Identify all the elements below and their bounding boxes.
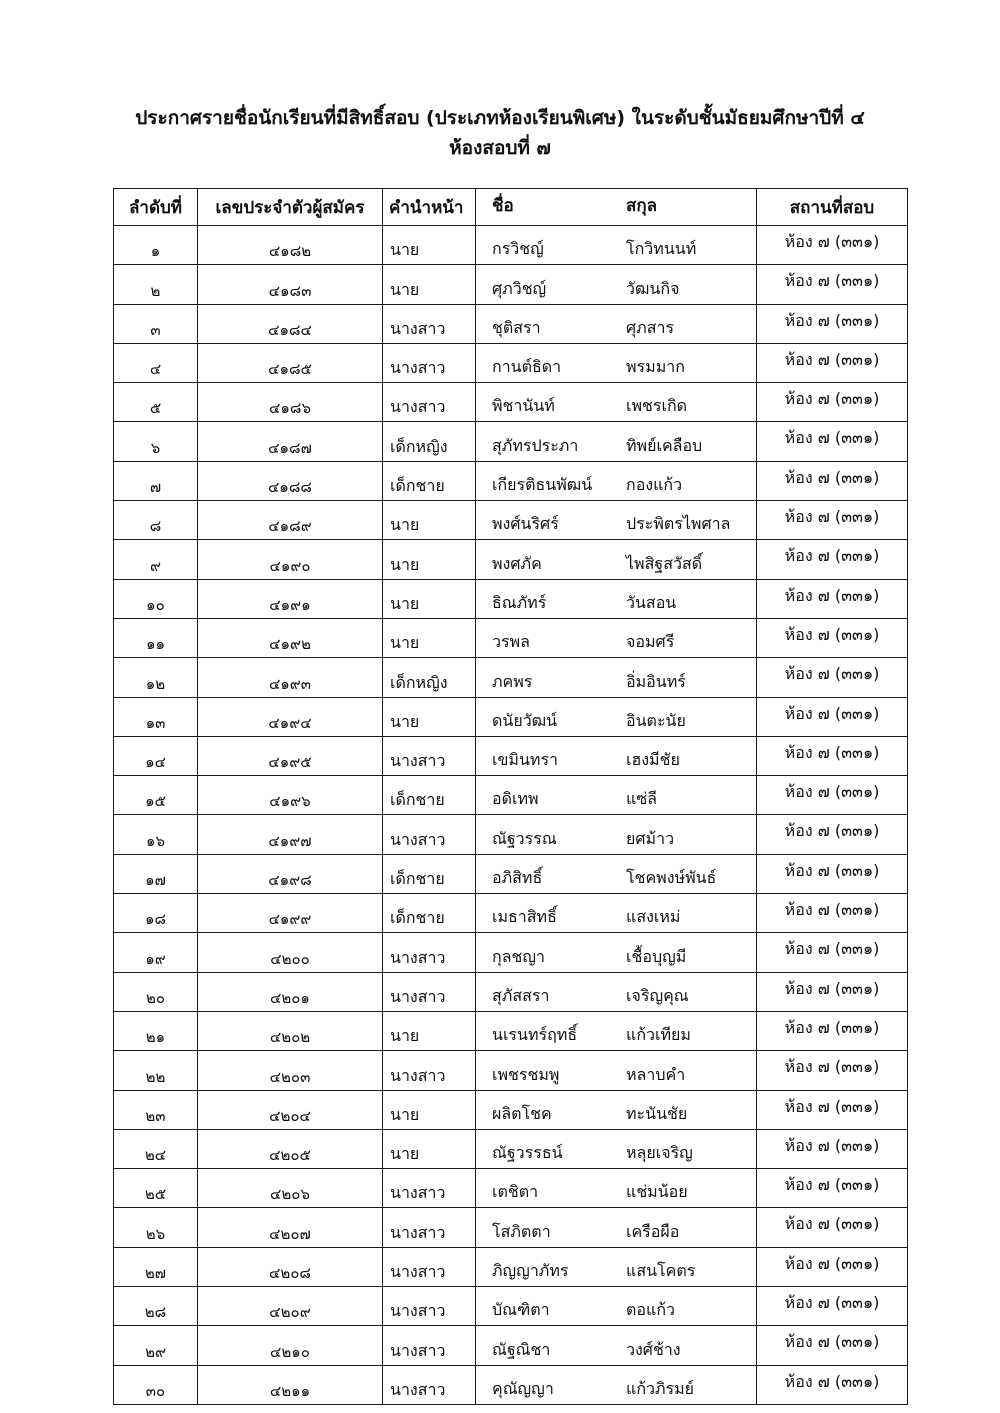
row-exam-location: ห้อง ๗ (๓๓๑) xyxy=(757,1208,908,1247)
row-no: ๓๐ xyxy=(114,1365,198,1404)
row-exam-location: ห้อง ๗ (๓๓๑) xyxy=(757,618,908,657)
row-exam-location: ห้อง ๗ (๓๓๑) xyxy=(757,815,908,854)
row-name-cell xyxy=(476,736,757,775)
row-exam-location: ห้อง ๗ (๓๓๑) xyxy=(757,343,908,382)
row-first-name: เตชิตา xyxy=(492,1182,539,1202)
row-name-cell xyxy=(476,540,757,579)
row-applicant-id: ๔๑๙๒ xyxy=(198,618,383,657)
table-row xyxy=(114,1247,908,1286)
row-applicant-id: ๔๑๙๓ xyxy=(198,658,383,697)
row-applicant-id: ๔๒๐๑ xyxy=(198,972,383,1011)
row-prefix: นางสาว xyxy=(383,972,476,1011)
table-row xyxy=(114,383,908,422)
header-exam-location: สถานที่สอบ xyxy=(757,189,908,226)
row-name-cell xyxy=(476,1051,757,1090)
row-applicant-id: ๔๑๘๘ xyxy=(198,461,383,500)
row-last-name: แช่มน้อย xyxy=(626,1182,688,1202)
row-prefix: นาย xyxy=(383,1090,476,1129)
row-first-name: กานต์ธิดา xyxy=(492,357,562,377)
row-last-name: วันสอน xyxy=(626,592,677,612)
row-no: ๑๑ xyxy=(114,618,198,657)
table-header-row xyxy=(114,189,908,226)
row-prefix: นาย xyxy=(383,579,476,618)
row-prefix: เด็กหญิง xyxy=(383,422,476,461)
row-no: ๑๙ xyxy=(114,933,198,972)
row-last-name: เพชรเกิด xyxy=(626,396,688,416)
header-name-cell xyxy=(476,189,757,226)
row-prefix: นาย xyxy=(383,265,476,304)
row-first-name: ธิณภัทร์ xyxy=(492,592,547,612)
row-prefix: นางสาว xyxy=(383,1208,476,1247)
row-no: ๓ xyxy=(114,304,198,343)
row-no: ๑๗ xyxy=(114,854,198,893)
row-exam-location: ห้อง ๗ (๓๓๑) xyxy=(757,894,908,933)
table-row xyxy=(114,579,908,618)
row-first-name: ภิญญาภัทร xyxy=(492,1261,569,1281)
row-first-name: โสภิตตา xyxy=(492,1221,551,1241)
row-no: ๒ xyxy=(114,265,198,304)
table-row xyxy=(114,736,908,775)
row-prefix: นางสาว xyxy=(383,1247,476,1286)
row-exam-location: ห้อง ๗ (๓๓๑) xyxy=(757,304,908,343)
row-applicant-id: ๔๑๘๔ xyxy=(198,304,383,343)
document-subtitle: ห้องสอบที่ ๗ xyxy=(449,137,551,159)
row-no: ๒๔ xyxy=(114,1129,198,1168)
row-name-cell xyxy=(476,579,757,618)
row-applicant-id: ๔๒๐๙ xyxy=(198,1287,383,1326)
row-applicant-id: ๔๒๐๒ xyxy=(198,1011,383,1050)
row-applicant-id: ๔๑๘๕ xyxy=(198,343,383,382)
table-row xyxy=(114,1208,908,1247)
row-no: ๑๔ xyxy=(114,736,198,775)
row-applicant-id: ๔๑๙๗ xyxy=(198,815,383,854)
row-exam-location: ห้อง ๗ (๓๓๑) xyxy=(757,1247,908,1286)
row-exam-location: ห้อง ๗ (๓๓๑) xyxy=(757,736,908,775)
row-name-cell xyxy=(476,618,757,657)
row-prefix: นาย xyxy=(383,697,476,736)
row-applicant-id: ๔๒๑๑ xyxy=(198,1365,383,1404)
row-prefix: นางสาว xyxy=(383,343,476,382)
row-applicant-id: ๔๒๐๗ xyxy=(198,1208,383,1247)
row-name-cell xyxy=(476,1129,757,1168)
row-exam-location: ห้อง ๗ (๓๓๑) xyxy=(757,1011,908,1050)
row-no: ๒๙ xyxy=(114,1326,198,1365)
row-exam-location: ห้อง ๗ (๓๓๑) xyxy=(757,461,908,500)
row-prefix: นางสาว xyxy=(383,1051,476,1090)
row-no: ๒๗ xyxy=(114,1247,198,1286)
row-last-name: แสนโคตร xyxy=(626,1261,696,1281)
row-last-name: วัฒนกิจ xyxy=(626,278,680,298)
row-name-cell xyxy=(476,894,757,933)
row-no: ๑๓ xyxy=(114,697,198,736)
row-applicant-id: ๔๑๘๖ xyxy=(198,383,383,422)
row-name-cell xyxy=(476,1247,757,1286)
row-last-name: แก้วเทียม xyxy=(626,1025,691,1045)
row-last-name: เชื้อบุญมี xyxy=(626,946,687,966)
row-prefix: เด็กชาย xyxy=(383,854,476,893)
row-first-name: เขมินทรา xyxy=(492,750,559,770)
row-no: ๔ xyxy=(114,343,198,382)
row-last-name: ทิพย์เคลือบ xyxy=(626,435,703,455)
row-first-name: สุภัสสรา xyxy=(492,985,550,1005)
row-name-cell xyxy=(476,1011,757,1050)
row-exam-location: ห้อง ๗ (๓๓๑) xyxy=(757,933,908,972)
row-last-name: ประพิตรไพศาล xyxy=(626,514,731,534)
row-first-name: สุภัทรประภา xyxy=(492,435,579,455)
row-prefix: นาย xyxy=(383,540,476,579)
row-last-name: แสงเหม่ xyxy=(626,907,681,927)
row-applicant-id: ๔๑๘๒ xyxy=(198,226,383,265)
row-applicant-id: ๔๑๙๔ xyxy=(198,697,383,736)
row-first-name: ณัฐวรรธน์ xyxy=(492,1143,563,1163)
row-name-cell xyxy=(476,697,757,736)
row-first-name: บัณฑิตา xyxy=(492,1300,550,1320)
row-exam-location: ห้อง ๗ (๓๓๑) xyxy=(757,972,908,1011)
table-row xyxy=(114,226,908,265)
row-first-name: ณัฐณิชา xyxy=(492,1339,551,1359)
table-row xyxy=(114,658,908,697)
row-name-cell xyxy=(476,226,757,265)
row-no: ๑๘ xyxy=(114,894,198,933)
row-exam-location: ห้อง ๗ (๓๓๑) xyxy=(757,697,908,736)
row-last-name: อิ่มอินทร์ xyxy=(626,671,686,691)
row-prefix: นางสาว xyxy=(383,1169,476,1208)
row-no: ๑๒ xyxy=(114,658,198,697)
row-last-name: ตอแก้ว xyxy=(626,1300,675,1320)
row-last-name: หลุยเจริญ xyxy=(626,1143,693,1163)
row-prefix: นางสาว xyxy=(383,304,476,343)
row-last-name: โกวิทนนท์ xyxy=(626,239,697,259)
row-last-name: พรมมาก xyxy=(626,357,685,377)
row-exam-location: ห้อง ๗ (๓๓๑) xyxy=(757,1365,908,1404)
row-first-name: วรพล xyxy=(492,632,530,652)
row-last-name: จอมศรี xyxy=(626,632,675,652)
row-no: ๑๖ xyxy=(114,815,198,854)
row-last-name: วงศ์ช้าง xyxy=(626,1339,681,1359)
table-row xyxy=(114,697,908,736)
row-no: ๙ xyxy=(114,540,198,579)
row-exam-location: ห้อง ๗ (๓๓๑) xyxy=(757,1326,908,1365)
row-applicant-id: ๔๑๘๓ xyxy=(198,265,383,304)
row-no: ๕ xyxy=(114,383,198,422)
row-prefix: นาย xyxy=(383,501,476,540)
table-row xyxy=(114,972,908,1011)
row-no: ๒๕ xyxy=(114,1169,198,1208)
row-name-cell xyxy=(476,343,757,382)
row-last-name: ยศม้าว xyxy=(626,828,675,848)
row-no: ๑๐ xyxy=(114,579,198,618)
header-first-name: ชื่อ xyxy=(492,196,514,216)
row-first-name: กุลชญา xyxy=(492,946,545,966)
row-applicant-id: ๔๒๐๓ xyxy=(198,1051,383,1090)
row-name-cell xyxy=(476,1365,757,1404)
row-prefix: นางสาว xyxy=(383,383,476,422)
row-exam-location: ห้อง ๗ (๓๓๑) xyxy=(757,226,908,265)
row-prefix: นางสาว xyxy=(383,933,476,972)
row-first-name: อภิสิทธิ์ xyxy=(492,868,543,888)
row-prefix: นาย xyxy=(383,1129,476,1168)
row-first-name: ภคพร xyxy=(492,671,533,691)
row-first-name: ดนัยวัฒน์ xyxy=(492,710,558,730)
table-row xyxy=(114,461,908,500)
table-row xyxy=(114,1169,908,1208)
row-name-cell xyxy=(476,658,757,697)
row-no: ๒๒ xyxy=(114,1051,198,1090)
row-first-name: พงศภัค xyxy=(492,553,542,573)
row-exam-location: ห้อง ๗ (๓๓๑) xyxy=(757,422,908,461)
row-prefix: นางสาว xyxy=(383,736,476,775)
row-last-name: ศุภสาร xyxy=(626,317,675,337)
row-prefix: นางสาว xyxy=(383,1287,476,1326)
row-no: ๑๕ xyxy=(114,776,198,815)
row-first-name: พงศ์นริศร์ xyxy=(492,514,559,534)
row-exam-location: ห้อง ๗ (๓๓๑) xyxy=(757,1129,908,1168)
table-row xyxy=(114,776,908,815)
row-name-cell xyxy=(476,933,757,972)
row-name-cell xyxy=(476,304,757,343)
row-applicant-id: ๔๑๘๗ xyxy=(198,422,383,461)
row-exam-location: ห้อง ๗ (๓๓๑) xyxy=(757,540,908,579)
row-name-cell xyxy=(476,1208,757,1247)
row-name-cell xyxy=(476,501,757,540)
table-row xyxy=(114,1326,908,1365)
row-applicant-id: ๔๒๐๕ xyxy=(198,1129,383,1168)
row-applicant-id: ๔๑๙๑ xyxy=(198,579,383,618)
row-prefix: นางสาว xyxy=(383,1365,476,1404)
row-exam-location: ห้อง ๗ (๓๓๑) xyxy=(757,265,908,304)
row-applicant-id: ๔๒๐๘ xyxy=(198,1247,383,1286)
row-exam-location: ห้อง ๗ (๓๓๑) xyxy=(757,1169,908,1208)
row-prefix: เด็กหญิง xyxy=(383,658,476,697)
row-prefix: เด็กชาย xyxy=(383,461,476,500)
row-first-name: อดิเทพ xyxy=(492,789,539,809)
row-no: ๒๖ xyxy=(114,1208,198,1247)
row-first-name: ชุติสรา xyxy=(492,317,541,337)
table-row xyxy=(114,1129,908,1168)
row-applicant-id: ๔๑๙๙ xyxy=(198,894,383,933)
header-prefix: คำนำหน้า xyxy=(383,189,476,226)
row-exam-location: ห้อง ๗ (๓๓๑) xyxy=(757,1287,908,1326)
row-prefix: เด็กชาย xyxy=(383,894,476,933)
row-no: ๘ xyxy=(114,501,198,540)
row-applicant-id: ๔๑๙๐ xyxy=(198,540,383,579)
row-first-name: ผลิตโชค xyxy=(492,1103,552,1123)
row-applicant-id: ๔๒๐๖ xyxy=(198,1169,383,1208)
row-no: ๒๓ xyxy=(114,1090,198,1129)
row-no: ๗ xyxy=(114,461,198,500)
row-first-name: เมธาสิทธิ์ xyxy=(492,907,557,927)
row-prefix: นางสาว xyxy=(383,1326,476,1365)
row-name-cell xyxy=(476,461,757,500)
row-applicant-id: ๔๑๙๕ xyxy=(198,736,383,775)
row-name-cell xyxy=(476,854,757,893)
row-last-name: กองแก้ว xyxy=(626,475,683,495)
row-prefix: นาย xyxy=(383,226,476,265)
row-last-name: แซ่ลี xyxy=(626,789,657,809)
table-row xyxy=(114,1287,908,1326)
table-row xyxy=(114,422,908,461)
row-last-name: ไพสิฐสวัสดิ์ xyxy=(626,553,703,573)
table-row xyxy=(114,854,908,893)
row-first-name: ณัฐวรรณ xyxy=(492,828,557,848)
row-name-cell xyxy=(476,1090,757,1129)
row-no: ๒๑ xyxy=(114,1011,198,1050)
row-name-cell xyxy=(476,1326,757,1365)
row-last-name: ทะนันชัย xyxy=(626,1103,688,1123)
row-first-name: ศุภวิชญ์ xyxy=(492,278,547,298)
row-first-name: เกียรติธนพัฒน์ xyxy=(492,475,593,495)
table-row xyxy=(114,501,908,540)
row-no: ๒๐ xyxy=(114,972,198,1011)
row-name-cell xyxy=(476,1287,757,1326)
row-last-name: อินตะนัย xyxy=(626,710,686,730)
header-last-name: สกุล xyxy=(626,196,658,216)
row-applicant-id: ๔๒๐๐ xyxy=(198,933,383,972)
row-applicant-id: ๔๒๐๔ xyxy=(198,1090,383,1129)
row-exam-location: ห้อง ๗ (๓๓๑) xyxy=(757,501,908,540)
row-prefix: นางสาว xyxy=(383,815,476,854)
row-last-name: เจริญคุณ xyxy=(626,985,689,1005)
row-name-cell xyxy=(476,776,757,815)
row-prefix: นาย xyxy=(383,1011,476,1050)
table-row xyxy=(114,343,908,382)
document-title: ประกาศรายชื่อนักเรียนที่มีสิทธิ์สอบ (ประเภทห้องเรียนพิเศษ) ในระดับชั้นมัธยมศึกษาปีที่ ๔ xyxy=(135,107,865,129)
header-applicant-id: เลขประจำตัวผู้สมัคร xyxy=(198,189,383,226)
table-row xyxy=(114,1365,908,1404)
table-row xyxy=(114,618,908,657)
row-first-name: เพชรชมพู xyxy=(492,1064,560,1084)
row-exam-location: ห้อง ๗ (๓๓๑) xyxy=(757,383,908,422)
row-name-cell xyxy=(476,265,757,304)
row-last-name: โชคพงษ์พันธ์ xyxy=(626,868,717,888)
row-first-name: พิชานันท์ xyxy=(492,396,555,416)
row-first-name: คุณัญญา xyxy=(492,1378,554,1398)
row-name-cell xyxy=(476,383,757,422)
row-name-cell xyxy=(476,1169,757,1208)
row-exam-location: ห้อง ๗ (๓๓๑) xyxy=(757,1090,908,1129)
table-row xyxy=(114,540,908,579)
table-row xyxy=(114,815,908,854)
row-exam-location: ห้อง ๗ (๓๓๑) xyxy=(757,579,908,618)
row-first-name: กรวิชญ์ xyxy=(492,239,544,259)
row-first-name: นเรนทร์ฤทธิ์ xyxy=(492,1025,578,1045)
row-last-name: แก้วภิรมย์ xyxy=(626,1378,695,1398)
row-applicant-id: ๔๑๘๙ xyxy=(198,501,383,540)
row-applicant-id: ๔๑๙๘ xyxy=(198,854,383,893)
header-no: ลำดับที่ xyxy=(114,189,198,226)
student-list-table xyxy=(113,188,908,1405)
row-no: ๖ xyxy=(114,422,198,461)
table-row xyxy=(114,1051,908,1090)
table-row xyxy=(114,265,908,304)
row-exam-location: ห้อง ๗ (๓๓๑) xyxy=(757,854,908,893)
row-no: ๒๘ xyxy=(114,1287,198,1326)
table-row xyxy=(114,1011,908,1050)
row-prefix: นาย xyxy=(383,618,476,657)
row-last-name: หลาบคำ xyxy=(626,1064,686,1084)
row-last-name: เฮงมีชัย xyxy=(626,750,680,770)
row-name-cell xyxy=(476,422,757,461)
row-last-name: เครือผือ xyxy=(626,1221,680,1241)
table-row xyxy=(114,933,908,972)
row-exam-location: ห้อง ๗ (๓๓๑) xyxy=(757,776,908,815)
table-row xyxy=(114,894,908,933)
row-prefix: เด็กชาย xyxy=(383,776,476,815)
table-row xyxy=(114,1090,908,1129)
row-applicant-id: ๔๑๙๖ xyxy=(198,776,383,815)
table-row xyxy=(114,304,908,343)
row-applicant-id: ๔๒๑๐ xyxy=(198,1326,383,1365)
row-name-cell xyxy=(476,815,757,854)
row-exam-location: ห้อง ๗ (๓๓๑) xyxy=(757,1051,908,1090)
row-name-cell xyxy=(476,972,757,1011)
row-no: ๑ xyxy=(114,226,198,265)
row-exam-location: ห้อง ๗ (๓๓๑) xyxy=(757,658,908,697)
